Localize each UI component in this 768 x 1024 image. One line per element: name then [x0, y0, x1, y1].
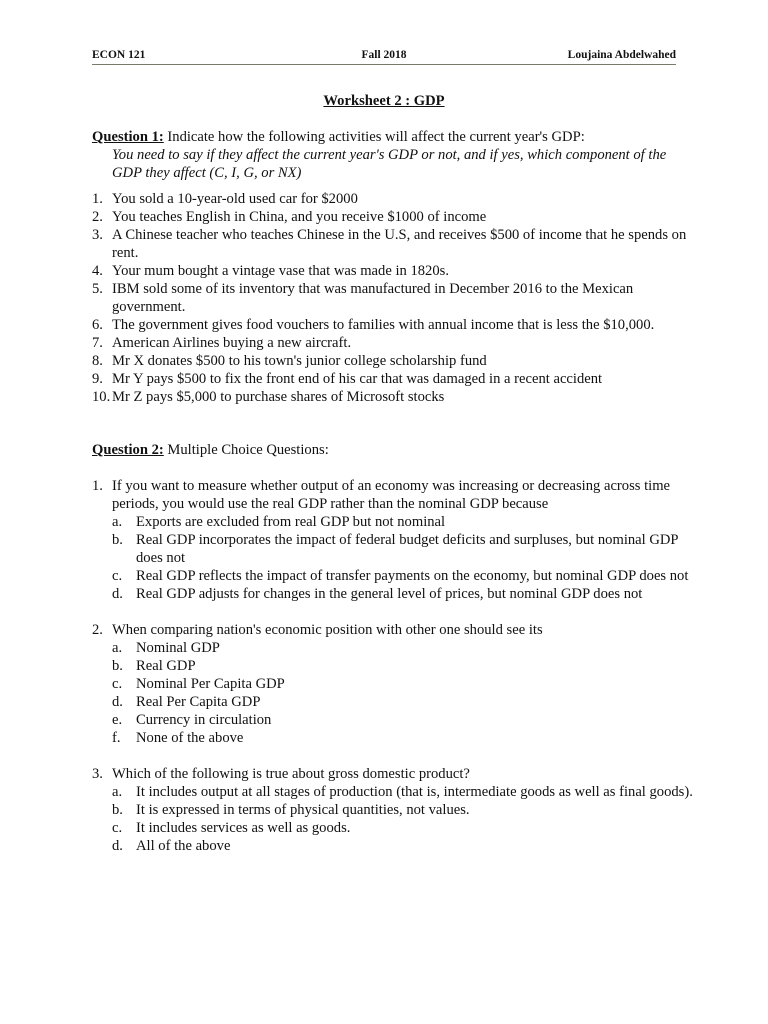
question-2-list [92, 477, 698, 855]
item-text: American Airlines buying a new aircraft. [112, 335, 352, 351]
list-item [92, 226, 698, 262]
item-text: You teaches English in China, and you receive $1000 of income [112, 209, 487, 225]
option-letter: a. [112, 514, 123, 530]
option-letter: a. [112, 640, 123, 656]
option-text: Real Per Capita GDP [136, 694, 261, 710]
answer-option [92, 837, 698, 855]
term: Fall 2018 [361, 49, 407, 61]
question-2-label: Question 2: [92, 442, 164, 458]
question-1-prompt: Indicate how the following activities will affect the current year's GDP: [163, 129, 585, 145]
list-item [92, 190, 698, 208]
item-text: A Chinese teacher who teaches Chinese in the U.S, and receives $500 of income that he spends on rent. [112, 227, 687, 261]
option-letter: f. [112, 730, 121, 746]
answer-option [92, 675, 698, 693]
list-item [92, 352, 698, 370]
spacer [92, 747, 698, 765]
answer-option [92, 693, 698, 711]
item-text: Mr Y pays $500 to fix the front end of his car that was damaged in a recent accident [112, 371, 603, 387]
mc-question [92, 477, 698, 513]
option-letter: b. [112, 658, 123, 674]
question-text: When comparing nation's economic position with other one should see its [112, 622, 543, 638]
option-letter: a. [112, 784, 123, 800]
question-number: 1. [92, 478, 103, 494]
option-text: None of the above [136, 730, 244, 746]
item-number: 2. [92, 209, 103, 225]
option-letter: b. [112, 802, 123, 818]
answer-option [92, 639, 698, 657]
question-1-instruction: You need to say if they affect the current year's GDP or not, and if yes, which component of the GDP they affect (C, I, G, or NX) [112, 147, 667, 181]
option-text: Real GDP incorporates the impact of federal budget deficits and surpluses, but nominal GDP does not [136, 532, 678, 566]
option-text: It includes services as well as goods. [136, 820, 351, 836]
option-letter: d. [112, 586, 123, 602]
answer-option [92, 657, 698, 675]
item-number: 10. [92, 389, 111, 405]
item-text: Mr X donates $500 to his town's junior college scholarship fund [112, 353, 487, 369]
answer-option [92, 585, 698, 603]
item-text: You sold a 10-year-old used car for $2000 [112, 191, 358, 207]
question-number: 2. [92, 622, 103, 638]
page-header [92, 44, 676, 65]
item-number: 4. [92, 263, 103, 279]
item-text: Mr Z pays $5,000 to purchase shares of Microsoft stocks [112, 389, 445, 405]
mc-question [92, 765, 698, 783]
list-item [92, 388, 698, 406]
list-item [92, 334, 698, 352]
question-text: Which of the following is true about gross domestic product? [112, 766, 470, 782]
worksheet-body [92, 128, 698, 855]
option-text: All of the above [136, 838, 231, 854]
option-list [92, 783, 698, 855]
author: Loujaina Abdelwahed [567, 49, 676, 61]
item-number: 5. [92, 281, 103, 297]
question-2-prompt: Multiple Choice Questions: [163, 442, 329, 458]
answer-option [92, 531, 698, 567]
answer-option [92, 783, 698, 801]
mc-question [92, 621, 698, 639]
option-letter: e. [112, 712, 123, 728]
list-item [92, 316, 698, 334]
answer-option [92, 729, 698, 747]
option-letter: c. [112, 568, 123, 584]
course-code: ECON 121 [92, 49, 146, 61]
spacer [92, 603, 698, 621]
question-1-heading [92, 128, 698, 146]
item-number: 8. [92, 353, 103, 369]
answer-option [92, 819, 698, 837]
question-1-list [92, 190, 698, 406]
answer-option [92, 711, 698, 729]
option-letter: b. [112, 532, 123, 548]
list-item [92, 280, 698, 316]
option-letter: d. [112, 694, 123, 710]
question-number: 3. [92, 766, 103, 782]
item-text: The government gives food vouchers to families with annual income that is less the $10,000. [112, 317, 655, 333]
option-letter: c. [112, 676, 123, 692]
option-letter: d. [112, 838, 123, 854]
option-text: Real GDP adjusts for changes in the general level of prices, but nominal GDP does not [136, 586, 643, 602]
item-number: 6. [92, 317, 103, 333]
question-text: If you want to measure whether output of an economy was increasing or decreasing across time periods, you would use the real GDP rather than the nominal GDP because [112, 478, 671, 512]
list-item [92, 370, 698, 388]
answer-option [92, 513, 698, 531]
option-list [92, 513, 698, 603]
question-1-label: Question 1: [92, 129, 164, 145]
item-number: 9. [92, 371, 103, 387]
option-text: It is expressed in terms of physical quantities, not values. [136, 802, 470, 818]
option-text: Currency in circulation [136, 712, 272, 728]
answer-option [92, 567, 698, 585]
option-text: Exports are excluded from real GDP but not nominal [136, 514, 446, 530]
list-item [92, 208, 698, 226]
item-text: IBM sold some of its inventory that was manufactured in December 2016 to the Mexican government. [112, 281, 634, 315]
item-number: 7. [92, 335, 103, 351]
answer-option [92, 801, 698, 819]
question-2-heading [92, 441, 698, 459]
list-item [92, 262, 698, 280]
option-list [92, 639, 698, 747]
worksheet-title: Worksheet 2 : GDP [323, 93, 445, 109]
option-text: Real GDP reflects the impact of transfer payments on the economy, but nominal GDP does not [136, 568, 689, 584]
option-text: It includes output at all stages of production (that is, intermediate goods as well as final goods). [136, 784, 693, 800]
option-text: Real GDP [136, 658, 196, 674]
item-number: 3. [92, 227, 103, 243]
option-text: Nominal GDP [136, 640, 220, 656]
item-number: 1. [92, 191, 103, 207]
option-letter: c. [112, 820, 123, 836]
option-text: Nominal Per Capita GDP [136, 676, 285, 692]
item-text: Your mum bought a vintage vase that was made in 1820s. [112, 263, 449, 279]
